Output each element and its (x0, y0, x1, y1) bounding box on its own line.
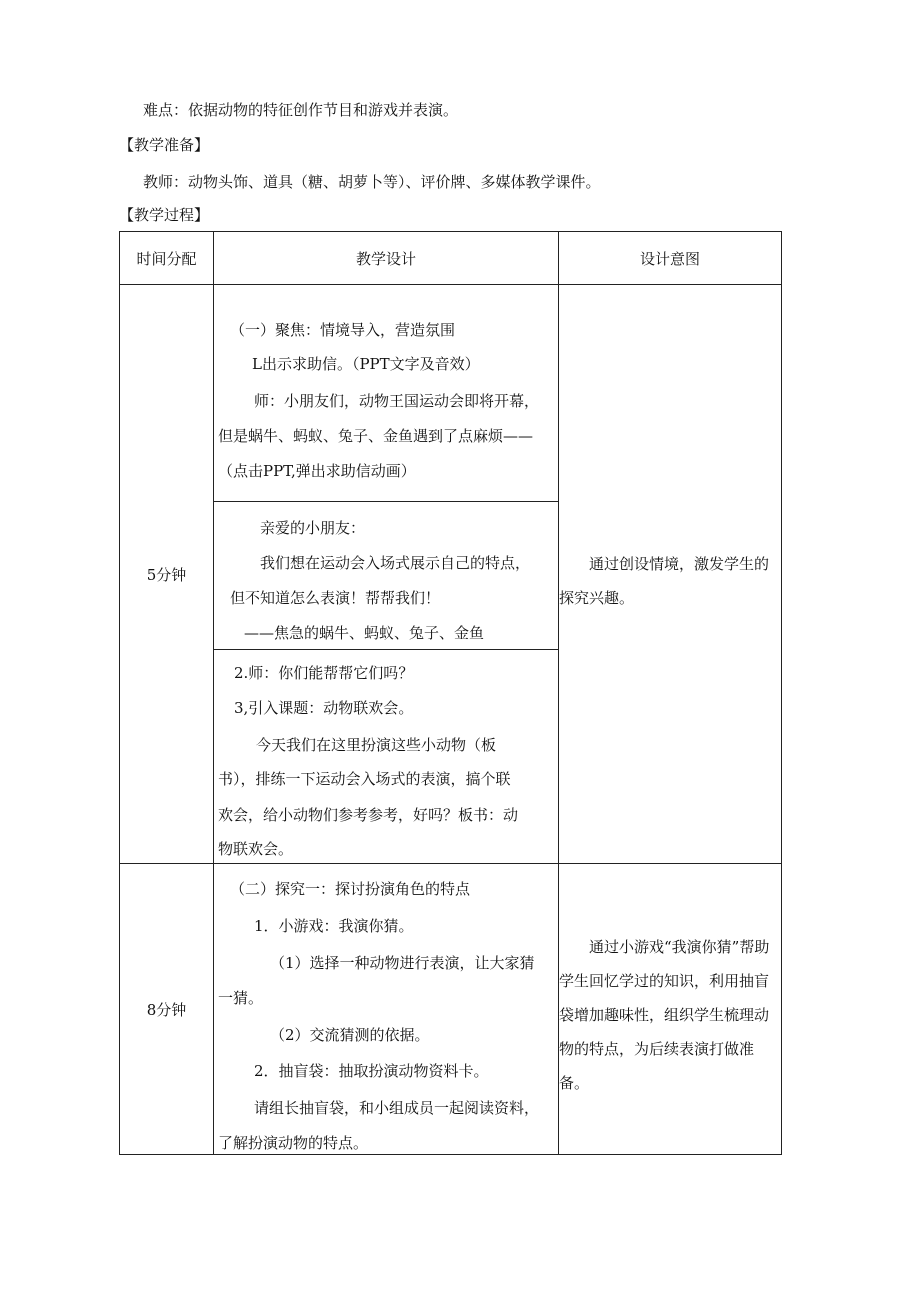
table-row (120, 864, 782, 1155)
header-design: 教学设计 (214, 232, 559, 285)
header-intent: 设计意图 (559, 232, 782, 285)
header-time: 时间分配 (120, 232, 214, 285)
row1-b-line1: 亲爱的小朋友： (260, 519, 366, 537)
row1-b-line4: ——焦急的蜗牛、蚂蚁、兔子、金鱼 (244, 624, 485, 642)
row1-a-line1: （一）聚焦：情境导入，营造氛围 (230, 321, 456, 339)
row2-intent-cell (559, 864, 782, 1155)
row2-line8: 了解扮演动物的特点。 (218, 1134, 369, 1152)
row2-line5: （2）交流猜测的依据。 (270, 1026, 430, 1044)
row1-a-line3: 师：小朋友们，动物王国运动会即将开幕， (254, 392, 540, 410)
row2-line4: 一猜。 (218, 989, 264, 1007)
row1-a-line4: 但是蜗牛、蚂蚁、兔子、金鱼遇到了点麻烦—— (218, 427, 534, 445)
row1-c-line5: 欢会，给小动物们参考参考，好吗？板书：动 (218, 806, 519, 824)
row1-intent: 通过创设情境，激发学生的探究兴趣。 (559, 555, 770, 607)
row1-c-line3: 今天我们在这里扮演这些小动物（板 (256, 736, 497, 754)
row1-b-line2: 我们想在运动会入场式展示自己的特点， (260, 554, 531, 572)
lesson-plan-table (119, 231, 782, 1155)
row1-a-line5: （点击PPT,弹出求助信动画） (218, 462, 416, 480)
prep-text: 教师：动物头饰、道具（糖、胡萝卜等）、评价牌、多媒体教学课件。 (143, 173, 601, 191)
process-heading: 【教学过程】 (119, 206, 210, 224)
row1-c-line1: 2.师：你们能帮帮它们吗？ (234, 664, 414, 682)
row1-block-b (214, 502, 558, 650)
row1-c-line4: 书），排练一下运动会入场式的表演，搞个联 (218, 770, 511, 788)
row1-b-line3: 但不知道怎么表演！帮帮我们！ (230, 589, 441, 607)
row2-design (214, 864, 559, 1155)
row1-time: 5分钟 (120, 285, 214, 864)
row1-block-a (214, 285, 558, 502)
table-row (120, 285, 782, 864)
row1-design (214, 285, 559, 864)
row2-intent: 通过小游戏“我演你猜”帮助学生回忆学过的知识，利用抽盲袋增加趣味性，组织学生梳理动物的特点，为后续表演打做准备。 (559, 938, 770, 1092)
row2-line7: 请组长抽盲袋，和小组成员一起阅读资料， (254, 1099, 540, 1117)
row1-intent-cell (559, 285, 782, 864)
row1-block-c (214, 650, 558, 863)
row1-c-line6: 物联欢会。 (218, 840, 294, 858)
prep-heading: 【教学准备】 (119, 136, 210, 154)
row2-line2: 1．小游戏：我演你猜。 (254, 917, 414, 935)
row1-c-line2: 3,引入课题：动物联欢会。 (234, 699, 414, 717)
row1-a-line2: L出示求助信。（PPT文字及音效） (252, 355, 480, 373)
row2-time: 8分钟 (120, 864, 214, 1155)
row2-line6: 2．抽盲袋：抽取扮演动物资料卡。 (254, 1062, 489, 1080)
table-header-row (120, 232, 782, 285)
row2-line3: （1）选择一种动物进行表演，让大家猜 (270, 954, 535, 972)
difficulty-text: 难点：依据动物的特征创作节目和游戏并表演。 (143, 101, 459, 119)
row2-line1: （二）探究一：探讨扮演角色的特点 (230, 880, 471, 898)
